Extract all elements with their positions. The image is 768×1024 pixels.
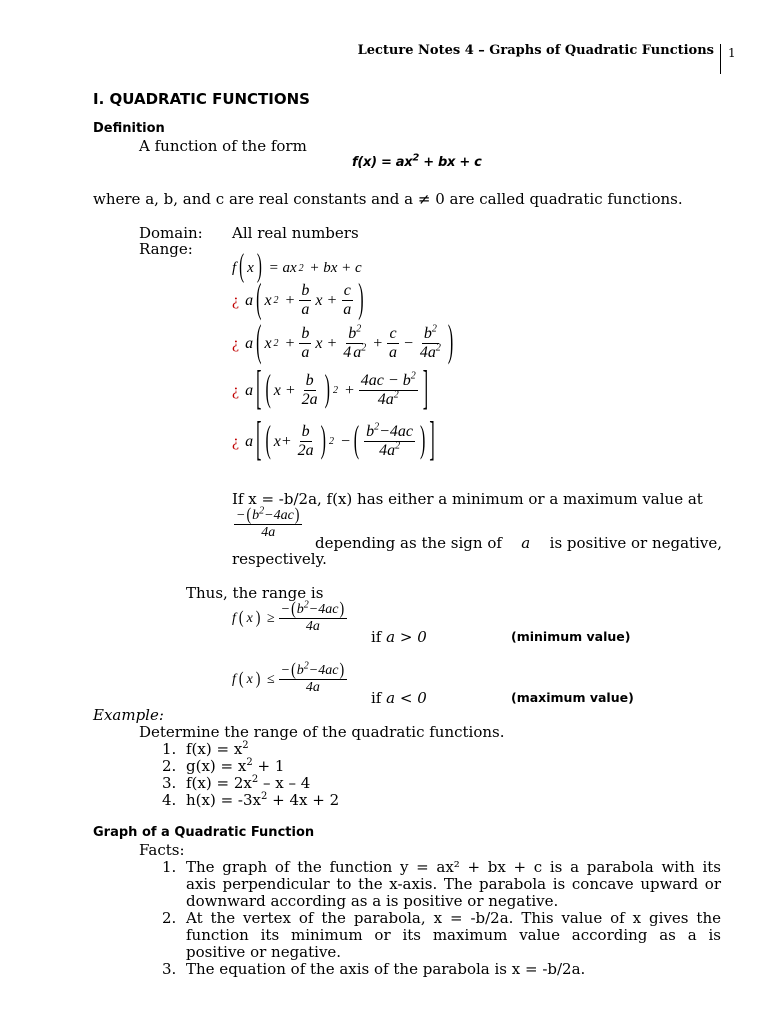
derivation-text3: respectively.	[232, 550, 327, 568]
example-item-1-text: f(x) = x	[186, 740, 243, 758]
range-intro: Thus, the range is	[186, 584, 324, 602]
facts-label: Facts:	[139, 841, 185, 859]
definition-heading: Definition	[93, 121, 165, 136]
example-item-2-text: g(x) = x	[186, 757, 247, 775]
example-item-2-sup: 2	[246, 757, 253, 768]
derivation-text2-tail: is positive or negative,	[549, 534, 722, 552]
domain-label: Domain:	[139, 224, 203, 242]
section-title: I. QUADRATIC FUNCTIONS	[93, 90, 310, 108]
example-item-2	[162, 757, 284, 775]
range-cond-2-math: a < 0	[386, 689, 427, 707]
example-item-4-text: h(x) = -3x	[186, 791, 261, 809]
formula-tail: + bx + c	[419, 155, 482, 170]
header-title: Lecture Notes 4 – Graphs of Quadratic Functions	[357, 43, 714, 58]
range-ineq-2: f ( x ) ≤ $\frac{-(b^2-4ac)}{4a}$	[232, 664, 349, 695]
formula-sup: 2	[412, 152, 419, 164]
vertex-value-fraction: $\frac{-(b^2-4ac)}{4a}$	[232, 509, 304, 540]
derivation-text1: If x = -b/2a, f(x) has either a minimum or a maximum value at	[232, 490, 703, 508]
derivation-text2-a: depending as the sign of	[315, 534, 502, 552]
range-cond-1	[371, 628, 427, 646]
fact-1-line-3: downward according as a is positive or negative.	[186, 892, 559, 910]
example-heading: Example:	[93, 706, 164, 724]
derivation-eq-4: ¿ a [ ( x + $\frac{b}{2a}$ ) 2 + $\frac{4ac - b^2}{4a^2}$ ]	[232, 363, 429, 415]
range-cond-1-if: if	[371, 628, 382, 646]
example-item-2-num: 2.	[162, 757, 177, 775]
fact-3-line-1: The equation of the axis of the parabola is x = -b/2a.	[186, 960, 586, 978]
fact-2-line-3: positive or negative.	[186, 943, 342, 961]
fact-1-line-2: axis perpendicular to the x-axis. The parabola is concave upward or	[186, 875, 721, 893]
fact-3-num: 3.	[162, 960, 177, 978]
header-divider	[720, 44, 721, 74]
example-item-3-sup: 2	[251, 774, 259, 785]
fact-2-line-2: function its minimum or its maximum value according as a is	[186, 926, 721, 944]
definition-line1: A function of the form	[139, 137, 307, 155]
derivation-text2-var: a	[521, 534, 531, 552]
example-item-3-text: f(x) = 2x	[186, 774, 252, 792]
range-ineq-1: f ( x ) ≥ $\frac{-(b^2-4ac)}{4a}$	[232, 603, 349, 634]
formula-main: f(x) = ax	[352, 155, 413, 170]
example-item-4-num: 4.	[162, 791, 177, 809]
derivation-eq-2: ¿ a ( x 2 + $\frac{b}{a}$ x + $\frac{c}{a}$ )	[232, 277, 364, 322]
derivation-eq-1: f ( x ) = ax 2 + bx + c	[232, 249, 362, 285]
graph-heading: Graph of a Quadratic Function	[93, 825, 315, 840]
example-item-1-num: 1.	[162, 740, 177, 758]
example-item-4-tail: + 4x + 2	[267, 791, 340, 809]
fact-2-num: 2.	[162, 909, 177, 927]
example-item-3-tail: – x – 4	[258, 774, 311, 792]
derivation-eq-5: ¿ a [ ( x+ $\frac{b}{2a}$ ) 2 − ( $\frac{b^2-4ac}{4a^2}$ ) ]	[232, 414, 435, 466]
range-cond-1-math: a > 0	[386, 628, 427, 646]
range-label: Range:	[139, 240, 193, 258]
example-item-3	[162, 774, 310, 792]
example-item-4	[162, 791, 339, 809]
example-item-3-num: 3.	[162, 774, 177, 792]
range-label-2: (maximum value)	[511, 690, 634, 705]
range-cond-2	[371, 689, 427, 707]
range-cond-2-if: if	[371, 689, 382, 707]
domain-value: All real numbers	[232, 224, 359, 242]
fact-1-line-1: The graph of the function y = ax² + bx + c is a parabola with its	[186, 858, 721, 876]
range-label-1: (minimum value)	[511, 629, 631, 644]
definition-line2: where a, b, and c are real constants and a ≠ 0 are called quadratic functions.	[93, 190, 683, 208]
derivation-eq-3: ¿ a ( x 2 + $\frac{b}{a}$ x + $\frac{b^2}{4 a^2}$ + $\frac{c}{a}$ − $\frac{b^2}{4a^2}$ )	[232, 318, 454, 366]
example-item-4-sup: 2	[261, 791, 268, 802]
example-item-1	[162, 740, 249, 758]
definition-formula	[352, 152, 482, 170]
example-item-2-tail: + 1	[252, 757, 285, 775]
example-item-1-sup: 2	[242, 740, 249, 751]
example-instruction: Determine the range of the quadratic functions.	[139, 723, 505, 741]
derivation-text2	[315, 534, 722, 552]
page-number: 1	[728, 46, 736, 60]
fact-1-num: 1.	[162, 858, 177, 876]
fact-2-line-1: At the vertex of the parabola, x = -b/2a. This value of x gives the	[186, 909, 721, 927]
